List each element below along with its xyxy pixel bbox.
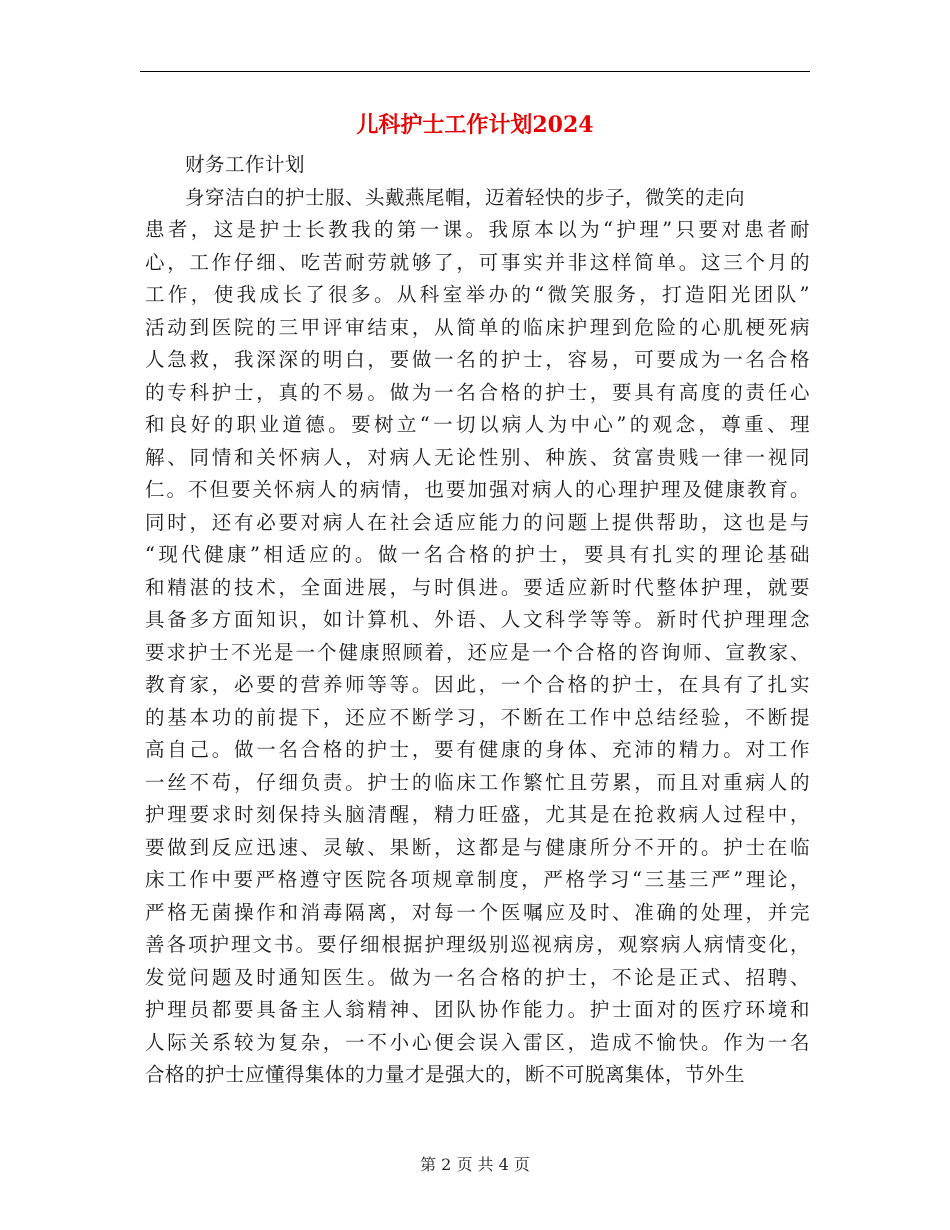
- paragraph-line: 和良好的职业道德。要树立“一切以病人为中心”的观念，尊重、理: [145, 413, 810, 436]
- paragraph-line: 合格的护士应懂得集体的力量才是强大的，断不可脱离集体，节外生: [145, 1063, 746, 1086]
- paragraph-line: 和精湛的技术，全面进展，与时俱进。要适应新时代整体护理，就要: [145, 575, 810, 599]
- paragraph-line: 人际关系较为复杂，一不小心便会误入雷区，造成不愉快。作为一名: [145, 1030, 810, 1054]
- paragraph-line: 的专科护士，真的不易。做为一名合格的护士，要具有高度的责任心: [145, 380, 810, 404]
- paragraph-line: 具备多方面知识，如计算机、外语、人文科学等等。新时代护理理念: [145, 608, 810, 631]
- paragraph-line: 严格无菌操作和消毒隔离，对每一个医嘱应及时、准确的处理，并完: [145, 900, 810, 924]
- paragraph-line: “现代健康”相适应的。做一名合格的护士，要具有扎实的理论基础: [145, 543, 810, 566]
- paragraph-line: 教育家，必要的营养师等等。因此，一个合格的护士，在具有了扎实: [145, 673, 810, 696]
- document-title: 儿科护士工作计划2024: [356, 112, 594, 138]
- header-rule: [140, 71, 810, 72]
- paragraph-line: 一丝不苟，仔细负责。护士的临床工作繁忙且劳累，而且对重病人的: [145, 770, 810, 794]
- page-number: 第 2 页 共 4 页: [420, 1155, 530, 1174]
- paragraph-line: 人急救，我深深的明白，要做一名的护士，容易，可要成为一名合格: [145, 348, 810, 371]
- paragraph-line: 护理员都要具备主人翁精神、团队协作能力。护士面对的医疗环境和: [145, 998, 810, 1021]
- paragraph-line: 活动到医院的三甲评审结束，从简单的临床护理到危险的心肌梗死病: [145, 315, 810, 339]
- paragraph-line: 仁。不但要关怀病人的病情，也要加强对病人的心理护理及健康教育。: [145, 478, 810, 501]
- paragraph-line: 工作，使我成长了很多。从科室举办的“微笑服务，打造阳光团队”: [145, 283, 810, 306]
- subheading: 财务工作计划: [185, 153, 306, 176]
- paragraph-line: 发觉问题及时通知医生。做为一名合格的护士，不论是正式、招聘、: [145, 965, 810, 989]
- paragraph-line: 护理要求时刻保持头脑清醒，精力旺盛，尤其是在抢救病人过程中，: [145, 803, 810, 826]
- paragraph-line: 床工作中要严格遵守医院各项规章制度，严格学习“三基三严”理论，: [145, 868, 810, 891]
- paragraph-line: 要求护士不光是一个健康照顾着，还应是一个合格的咨询师、宣教家、: [145, 640, 810, 664]
- paragraph-line: 身穿洁白的护士服、头戴燕尾帽，迈着轻快的步子，微笑的走向: [185, 185, 746, 209]
- paragraph-line: 的基本功的前提下，还应不断学习，不断在工作中总结经验，不断提: [145, 705, 810, 729]
- paragraph-line: 要做到反应迅速、灵敏、果断，这都是与健康所分不开的。护士在临: [145, 835, 810, 859]
- document-body: [145, 149, 810, 1092]
- paragraph-line: 患者，这是护士长教我的第一课。我原本以为“护理”只要对患者耐: [145, 218, 810, 241]
- paragraph-line: 同时，还有必要对病人在社会适应能力的问题上提供帮助，这也是与: [145, 510, 810, 534]
- paragraph-line: 善各项护理文书。要仔细根据护理级别巡视病房，观察病人病情变化，: [145, 933, 810, 956]
- paragraph-line: 解、同情和关怀病人，对病人无论性别、种族、贫富贵贱一律一视同: [145, 445, 810, 469]
- paragraph-line: 心，工作仔细、吃苦耐劳就够了，可事实并非这样简单。这三个月的: [145, 250, 810, 274]
- paragraph-line: 高自己。做一名合格的护士，要有健康的身体、充沛的精力。对工作: [145, 738, 810, 761]
